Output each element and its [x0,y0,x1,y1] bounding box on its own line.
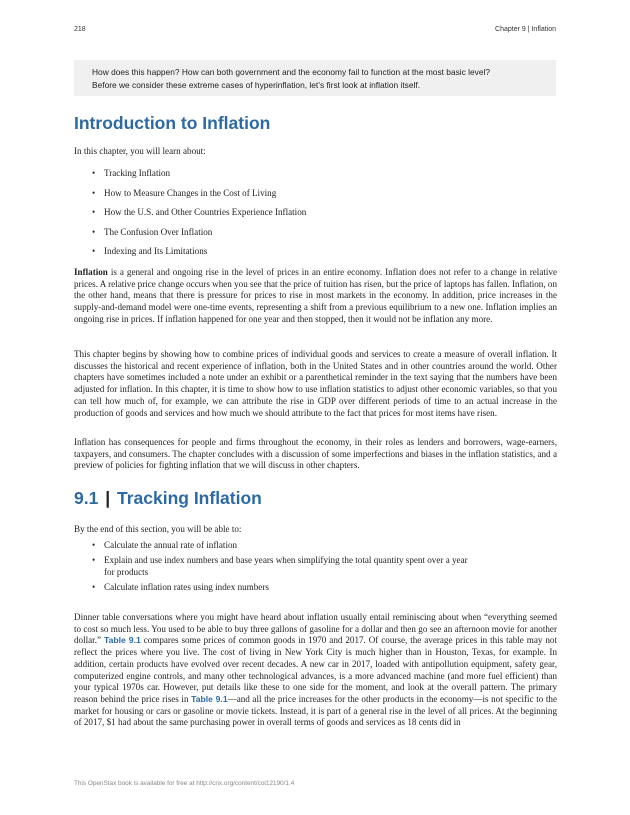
list-item: • Indexing and Its Limitations [90,242,306,262]
section-title-9-1 [74,488,262,508]
section-name: Tracking Inflation [116,488,262,508]
bullet-icon: • [92,168,96,178]
paragraph-inflation-definition: Inflation is a general and ongoing rise in the level of prices in an entire economy. Inflation does not refer to a change in relative prices. A relative price change occurs when you see that the price of tuition has risen, but the price of laptops has fallen. Inflation, on the other hand, means that there is pressure for prices to rise in most markets in the economy. In addition, price increases in the supply-and-demand model were one-time events, representing a shift from a previous equilibrium to a new one. Inflation implies an ongoing rise in prices. If inflation happened for one year and then stopped, then it would not be inflation any more. [74,267,557,324]
paragraph-chapter-overview: This chapter begins by showing how to combine prices of individual goods and services to create a measure of overall inflation. It discusses the historical and recent experience of inflation, both in the United States and in other countries around the world. Other chapters have sometimes included a note under an exhibit or a parenthetical reminder in the text saying that the numbers have been adjusted for inflation. In this chapter, it is time to show how to use inflation statistics to adjust other economic variables, so that you can tell how much of, for example, we can attribute the rise in GDP over different periods of time to an actual increase in the production of goods and services and how much we should attribute to the fact that prices for most items have risen. [74,349,557,418]
intro-lead: In this chapter, you will learn about: [74,146,206,156]
section-title-introduction: Introduction to Inflation [74,113,271,133]
page-header [74,26,556,33]
term-inflation: Inflation [74,267,108,277]
bullet-icon: • [92,187,96,198]
bullet-icon: • [92,540,96,550]
list-item: • Calculate inflation rates using index numbers [92,581,269,592]
objectives-list [90,539,468,593]
list-item: • The Confusion Over Inflation [90,223,306,243]
intro-box-line-1: How does this happen? How can both government and the economy fail to function at the most basic level? [92,67,491,77]
bullet-icon: • [92,207,96,218]
table-9-1-link[interactable]: Table 9.1 [191,693,228,704]
list-item: • Calculate the annual rate of inflation [92,540,238,550]
page-footer: This OpenStax book is available for free at http://cnx.org/content/col12190/1.4 [74,780,295,787]
topics-list [90,164,306,262]
section-separator: | [105,488,111,508]
bullet-icon: • [92,554,96,565]
bullet-icon: • [92,581,96,592]
list-item: • How to Measure Changes in the Cost of Living [90,184,306,204]
intro-box [74,60,556,96]
page-number: 218 [74,26,86,33]
list-item: • Tracking Inflation [90,164,306,184]
section-number: 9.1 [74,488,99,508]
paragraph-dinner-table: Dinner table conversations where you might have heard about inflation usually entail reminiscing about when “everything seemed to cost so much less. You used to be able to buy three gallons of gasoline for a dollar and then go see an afternoon movie for another dollar.” Table 9.1 compares some prices of common goods in 1970 and 2017. Of course, the average prices in this table may not reflect the prices where you live. The cost of living in New York City is much higher than in Houston, Texas, for example. In addition, certain products have evolved over recent decades. A new car in 2017, loaded with antipollution equipment, safety gear, computerized engine controls, and many other technological advances, is a more advanced machine (and more fuel efficient) than your typical 1970s car. However, put details like these to one side for the moment, and look at the overall pattern. The primary reason behind the price rises in Table 9.1—and all the price increases for the other products in the economy—is not specific to the market for housing or cars or gasoline or movie tickets. Instead, it is part of a general rise in the level of all prices. At the beginning of 2017, $1 had about the same purchasing power in overall terms of goods and services as 18 cents did in [74,612,557,728]
list-item-continuation: for products [104,567,149,577]
paragraph-consequences: Inflation has consequences for people and firms throughout the economy, in their roles as lenders and borrowers, wage-earners, taxpayers, and consumers. The chapter concludes with a discussion of some imperfections and biases in the inflation statistics, and a preview of policies for fighting inflation that we will discuss in other chapters. [74,437,557,471]
intro-box-line-2: Before we consider these extreme cases of hyperinflation, let’s first look at inflation itself. [92,79,421,90]
chapter-label: Chapter 9 | Inflation [495,26,556,33]
bullet-icon: • [92,246,96,257]
table-9-1-link[interactable]: Table 9.1 [103,635,141,646]
bullet-icon: • [92,226,96,237]
list-item: • How the U.S. and Other Countries Experience Inflation [90,203,306,223]
objectives-lead: By the end of this section, you will be able to: [74,524,242,534]
list-item: • Explain and use index numbers and base years when simplifying the total quantity spent over a year [92,554,468,565]
